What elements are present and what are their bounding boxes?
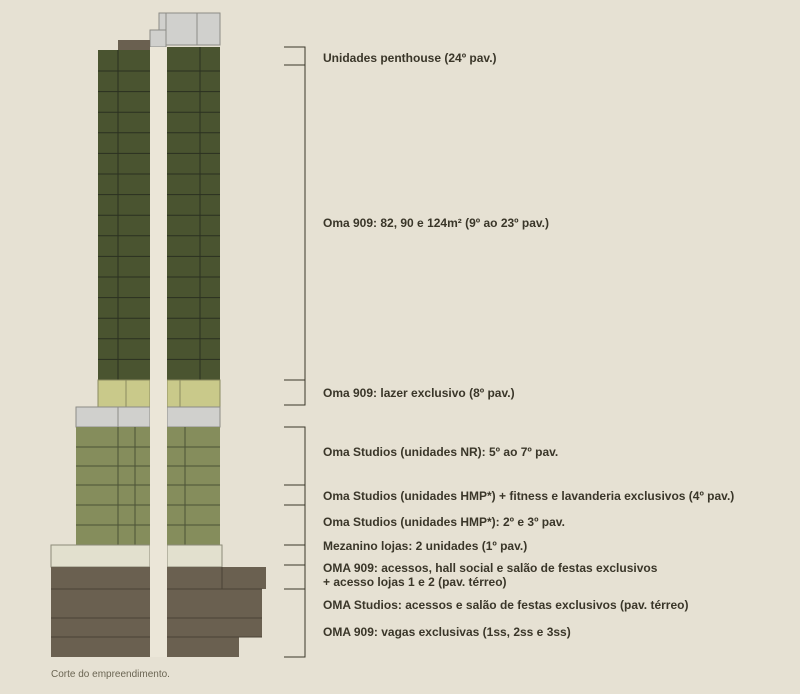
label-vagas: OMA 909: vagas exclusivas (1ss, 2ss e 3ss) xyxy=(323,625,571,639)
caption: Corte do empreendimento. xyxy=(51,669,170,680)
label-studios-hmp: Oma Studios (unidades HMP*): 2º e 3º pav. xyxy=(323,515,565,529)
label-studios-hmp-fitness: Oma Studios (unidades HMP*) + fitness e lavanderia exclusivos (4º pav.) xyxy=(323,489,735,503)
roof-small-block xyxy=(150,30,166,47)
label-oma-units: Oma 909: 82, 90 e 124m² (9º ao 23º pav.) xyxy=(323,216,549,230)
mezanino-floor xyxy=(51,545,222,567)
technical-band xyxy=(76,407,220,427)
label-mezanino: Mezanino lojas: 2 unidades (1º pav.) xyxy=(323,539,528,553)
label-penthouse: Unidades penthouse (24º pav.) xyxy=(323,51,497,65)
roof-technical-block xyxy=(159,13,220,45)
roof-brown-block xyxy=(118,40,150,50)
label-studios-nr: Oma Studios (unidades NR): 5º ao 7º pav. xyxy=(323,445,559,459)
brackets xyxy=(284,47,305,657)
label-lazer: Oma 909: lazer exclusivo (8º pav.) xyxy=(323,386,515,400)
label-oma-acessos-line2: + acesso lojas 1 e 2 (pav. térreo) xyxy=(323,575,507,589)
central-core xyxy=(150,47,167,657)
label-studios-acessos: OMA Studios: acessos e salão de festas exclusivos (pav. térreo) xyxy=(323,598,689,612)
label-oma-acessos-line1: OMA 909: acessos, hall social e salão de festas exclusivos xyxy=(323,561,658,575)
studios-floors xyxy=(76,427,220,545)
